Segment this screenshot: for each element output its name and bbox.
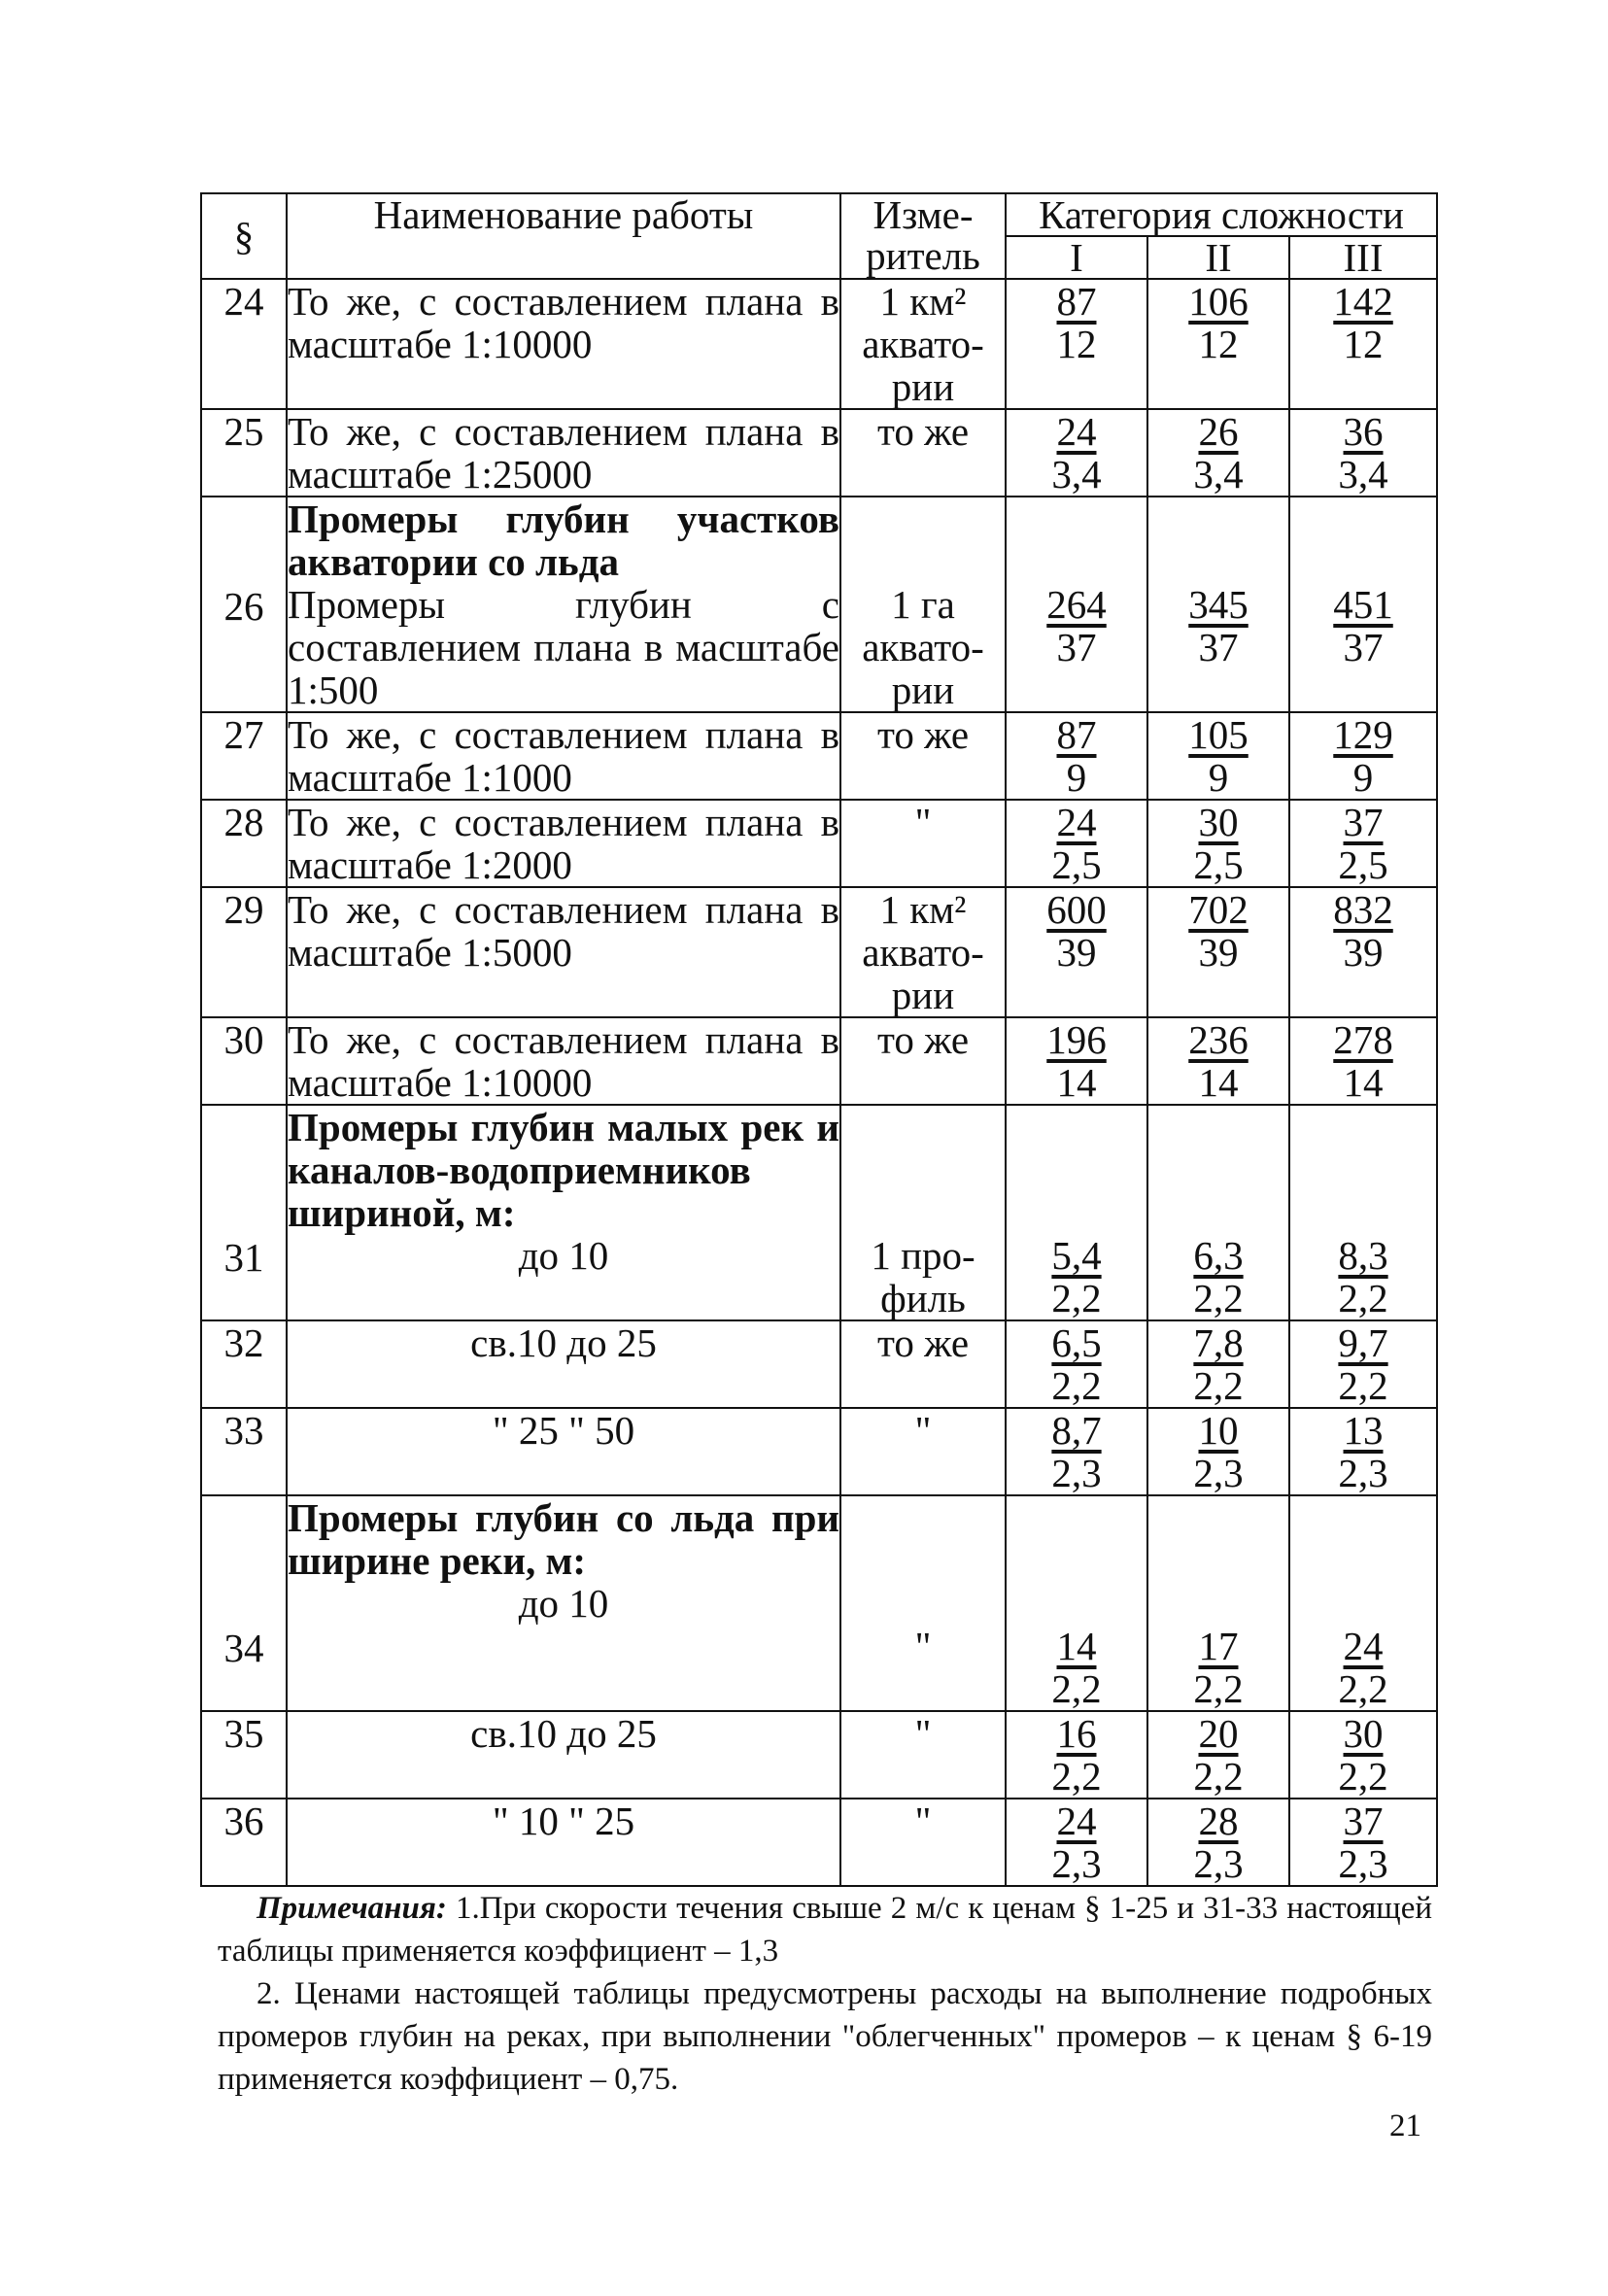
value-cell-cat-3 <box>1289 1711 1437 1799</box>
price-fraction <box>1338 1409 1387 1494</box>
unit-text: то же <box>876 1320 970 1365</box>
unit-cell <box>840 1799 1006 1886</box>
header-unit: Изме- ритель <box>840 193 1006 279</box>
price-numerator: 345 <box>1188 582 1249 627</box>
table-row <box>201 1105 1437 1320</box>
price-denominator: 2,5 <box>1051 842 1102 887</box>
table-header-row <box>201 193 1437 236</box>
unit-text: рии <box>891 973 955 1017</box>
price-fraction <box>1338 1799 1387 1885</box>
notes-label: Примечания: <box>257 1891 447 1926</box>
note-1 <box>218 1887 1432 1972</box>
work-name-text: То же, с составлением плана в масштабе 1:25000 <box>288 409 839 497</box>
table-row <box>201 279 1437 409</box>
row-number <box>201 1105 287 1320</box>
price-denominator: 12 <box>1056 322 1097 366</box>
table-row <box>201 800 1437 887</box>
work-name <box>287 409 840 497</box>
value-cell-cat-2 <box>1147 1408 1289 1495</box>
price-denominator: 14 <box>1056 1060 1097 1105</box>
value-cell-cat-3 <box>1289 800 1437 887</box>
unit-cell <box>840 497 1006 712</box>
price-numerator: 6,3 <box>1193 1233 1244 1278</box>
value-cell-cat-2 <box>1147 1799 1289 1886</box>
work-name <box>287 1320 840 1408</box>
price-denominator: 3,4 <box>1338 452 1388 497</box>
price-denominator: 9 <box>1352 755 1374 800</box>
price-fraction <box>1193 1234 1243 1319</box>
unit-cell <box>840 1711 1006 1799</box>
work-name <box>287 1105 840 1320</box>
price-fraction <box>1338 1321 1387 1407</box>
value-cell-cat-2 <box>1147 1320 1289 1408</box>
work-name-text: " 10 " 25 <box>492 1799 635 1843</box>
price-denominator: 2,2 <box>1193 1276 1244 1320</box>
header-category-2: II <box>1147 236 1289 279</box>
price-denominator: 2,2 <box>1338 1666 1388 1711</box>
price-fraction <box>1338 1234 1387 1319</box>
work-name-text: до 10 <box>518 1233 609 1278</box>
value-cell-cat-1 <box>1006 497 1147 712</box>
value-cell-cat-1 <box>1006 800 1147 887</box>
section-title: Промеры глубин малых рек и каналов-водоприемников шириной, м: <box>288 1105 839 1235</box>
row-number-text: 34 <box>223 1626 264 1670</box>
price-numerator: 37 <box>1343 800 1384 844</box>
value-cell-cat-2 <box>1147 1495 1289 1711</box>
value-cell-cat-2 <box>1147 1017 1289 1105</box>
price-numerator: 87 <box>1056 712 1097 757</box>
value-cell-cat-3 <box>1289 887 1437 1017</box>
note-1-text: 1.При скорости течения свыше 2 м/с к ценам § 1-25 и 31-33 настоящей таблицы применяется коэффициент – 1,3 <box>218 1891 1433 1969</box>
value-cell-cat-1 <box>1006 1799 1147 1886</box>
price-numerator: 451 <box>1333 582 1393 627</box>
unit-cell <box>840 1408 1006 1495</box>
value-cell-cat-2 <box>1147 497 1289 712</box>
unit-cell <box>840 1495 1006 1711</box>
unit-text: аквато- <box>862 930 984 975</box>
table-row <box>201 1711 1437 1799</box>
price-denominator: 2,2 <box>1338 1276 1388 1320</box>
table-row <box>201 712 1437 800</box>
unit-cell <box>840 279 1006 409</box>
row-number <box>201 1495 287 1711</box>
row-number-text: 24 <box>223 279 264 324</box>
price-numerator: 105 <box>1188 712 1249 757</box>
unit-cell <box>840 1017 1006 1105</box>
value-cell-cat-2 <box>1147 279 1289 409</box>
unit-text: филь <box>880 1276 966 1320</box>
price-denominator: 2,2 <box>1193 1363 1244 1408</box>
price-fraction <box>1333 583 1393 668</box>
price-denominator: 2,3 <box>1193 1841 1244 1886</box>
row-number-text: 33 <box>223 1408 264 1453</box>
price-denominator: 12 <box>1198 322 1239 366</box>
price-fraction <box>1051 801 1101 886</box>
work-name <box>287 1408 840 1495</box>
unit-cell <box>840 409 1006 497</box>
table-row <box>201 887 1437 1017</box>
price-fraction <box>1333 888 1393 974</box>
row-number-text: 28 <box>223 800 264 844</box>
header-category-3: III <box>1289 236 1437 279</box>
row-number <box>201 800 287 887</box>
price-numerator: 16 <box>1056 1711 1097 1756</box>
price-denominator: 2,2 <box>1193 1666 1244 1711</box>
price-fraction <box>1338 1625 1387 1710</box>
header-category: Категория сложности <box>1006 193 1437 236</box>
price-numerator: 5,4 <box>1051 1233 1102 1278</box>
row-number-text: 30 <box>223 1017 264 1062</box>
price-fraction <box>1188 280 1249 365</box>
value-cell-cat-3 <box>1289 1320 1437 1408</box>
price-table <box>200 192 1438 1887</box>
price-denominator: 2,2 <box>1338 1363 1388 1408</box>
price-fraction <box>1188 713 1249 799</box>
value-cell-cat-2 <box>1147 712 1289 800</box>
price-fraction <box>1338 1712 1387 1798</box>
row-number <box>201 1320 287 1408</box>
price-numerator: 13 <box>1343 1408 1384 1453</box>
price-fraction <box>1188 888 1249 974</box>
row-number <box>201 409 287 497</box>
price-denominator: 39 <box>1343 930 1384 975</box>
note-2 <box>218 1972 1432 2101</box>
price-fraction <box>1057 713 1097 799</box>
price-numerator: 24 <box>1056 800 1097 844</box>
value-cell-cat-1 <box>1006 1105 1147 1320</box>
price-denominator: 2,3 <box>1338 1841 1388 1886</box>
price-fraction <box>1051 1234 1101 1319</box>
price-denominator: 2,2 <box>1193 1754 1244 1799</box>
price-denominator: 2,5 <box>1338 842 1388 887</box>
price-fraction <box>1051 1321 1101 1407</box>
value-cell-cat-1 <box>1006 1320 1147 1408</box>
work-name <box>287 1799 840 1886</box>
price-fraction <box>1193 410 1243 496</box>
work-name-text: То же, с составлением плана в масштабе 1:5000 <box>288 887 839 975</box>
row-number <box>201 497 287 712</box>
price-numerator: 30 <box>1343 1711 1384 1756</box>
price-fraction <box>1193 801 1243 886</box>
price-denominator: 37 <box>1198 625 1239 669</box>
unit-text: 1 км² <box>879 279 967 324</box>
header-work-name: Наименование работы <box>287 193 840 279</box>
unit-cell <box>840 1105 1006 1320</box>
price-numerator: 28 <box>1198 1799 1239 1843</box>
price-denominator: 37 <box>1343 625 1384 669</box>
price-numerator: 14 <box>1056 1624 1097 1668</box>
work-name-text: То же, с составлением плана в масштабе 1:10000 <box>288 1017 839 1105</box>
unit-text: " <box>914 1624 932 1668</box>
work-name-text: То же, с составлением плана в масштабе 1:2000 <box>288 800 839 887</box>
work-name <box>287 712 840 800</box>
price-fraction <box>1333 713 1393 799</box>
unit-text: то же <box>876 409 970 454</box>
table-row <box>201 1017 1437 1105</box>
row-number <box>201 1799 287 1886</box>
value-cell-cat-2 <box>1147 409 1289 497</box>
price-numerator: 129 <box>1333 712 1393 757</box>
price-fraction <box>1188 1018 1249 1104</box>
price-denominator: 3,4 <box>1051 452 1102 497</box>
work-name-text: св.10 до 25 <box>470 1711 657 1756</box>
unit-text: " <box>914 1408 932 1453</box>
row-number-text: 29 <box>223 887 264 932</box>
work-name <box>287 497 840 712</box>
price-denominator: 2,3 <box>1051 1841 1102 1886</box>
price-numerator: 8,3 <box>1338 1233 1388 1278</box>
price-denominator: 9 <box>1066 755 1087 800</box>
price-numerator: 196 <box>1046 1017 1107 1062</box>
work-name-text: То же, с составлением плана в масштабе 1:10000 <box>288 279 839 366</box>
price-fraction <box>1193 1409 1243 1494</box>
price-denominator: 9 <box>1208 755 1229 800</box>
value-cell-cat-3 <box>1289 1495 1437 1711</box>
price-numerator: 10 <box>1198 1408 1239 1453</box>
value-cell-cat-1 <box>1006 1408 1147 1495</box>
price-numerator: 142 <box>1333 279 1393 324</box>
table-row <box>201 1495 1437 1711</box>
unit-text: 1 км² <box>879 887 967 932</box>
value-cell-cat-2 <box>1147 887 1289 1017</box>
price-numerator: 600 <box>1046 887 1107 932</box>
price-numerator: 106 <box>1188 279 1249 324</box>
price-denominator: 37 <box>1056 625 1097 669</box>
value-cell-cat-1 <box>1006 1017 1147 1105</box>
row-number <box>201 1711 287 1799</box>
work-name <box>287 800 840 887</box>
price-denominator: 2,2 <box>1051 1754 1102 1799</box>
value-cell-cat-1 <box>1006 1711 1147 1799</box>
price-numerator: 30 <box>1198 800 1239 844</box>
price-denominator: 2,2 <box>1051 1666 1102 1711</box>
unit-cell <box>840 887 1006 1017</box>
price-fraction <box>1046 1018 1107 1104</box>
price-denominator: 39 <box>1056 930 1097 975</box>
price-denominator: 12 <box>1343 322 1384 366</box>
price-numerator: 36 <box>1343 409 1384 454</box>
price-fraction <box>1188 583 1249 668</box>
price-numerator: 87 <box>1056 279 1097 324</box>
price-fraction <box>1193 1625 1243 1710</box>
value-cell-cat-1 <box>1006 409 1147 497</box>
row-number-text: 27 <box>223 712 264 757</box>
unit-text: рии <box>891 668 955 712</box>
section-title: Промеры глубин участков акватории со льда <box>288 497 839 584</box>
section-title: Промеры глубин со льда при ширине реки, м: <box>288 1495 839 1583</box>
price-denominator: 3,4 <box>1193 452 1244 497</box>
price-numerator: 24 <box>1056 1799 1097 1843</box>
row-number-text: 25 <box>223 409 264 454</box>
header-category-1: I <box>1006 236 1147 279</box>
value-cell-cat-2 <box>1147 1105 1289 1320</box>
unit-text: то же <box>876 712 970 757</box>
value-cell-cat-2 <box>1147 1711 1289 1799</box>
unit-cell <box>840 1320 1006 1408</box>
table-row <box>201 409 1437 497</box>
price-denominator: 2,2 <box>1051 1276 1102 1320</box>
row-number <box>201 887 287 1017</box>
price-fraction <box>1051 1409 1101 1494</box>
work-name-text: Промеры глубин с составлением плана в масштабе 1:500 <box>288 582 839 712</box>
price-numerator: 26 <box>1198 409 1239 454</box>
value-cell-cat-3 <box>1289 712 1437 800</box>
price-numerator: 24 <box>1056 409 1097 454</box>
value-cell-cat-3 <box>1289 1408 1437 1495</box>
unit-text: " <box>914 1711 932 1756</box>
price-numerator: 17 <box>1198 1624 1239 1668</box>
work-name <box>287 1711 840 1799</box>
price-numerator: 9,7 <box>1338 1320 1388 1365</box>
price-numerator: 7,8 <box>1193 1320 1244 1365</box>
price-numerator: 236 <box>1188 1017 1249 1062</box>
price-fraction <box>1338 801 1387 886</box>
unit-text: аквато- <box>862 625 984 669</box>
price-numerator: 264 <box>1046 582 1107 627</box>
price-numerator: 8,7 <box>1051 1408 1102 1453</box>
unit-cell <box>840 712 1006 800</box>
work-name-text: " 25 " 50 <box>492 1408 635 1453</box>
price-fraction <box>1333 280 1393 365</box>
unit-text: 1 га <box>891 582 955 627</box>
header-section-symbol: § <box>201 193 287 279</box>
price-numerator: 832 <box>1333 887 1393 932</box>
price-denominator: 2,3 <box>1338 1451 1388 1495</box>
work-name <box>287 887 840 1017</box>
price-denominator: 14 <box>1198 1060 1239 1105</box>
price-fraction <box>1338 410 1387 496</box>
price-fraction <box>1046 583 1107 668</box>
value-cell-cat-1 <box>1006 279 1147 409</box>
work-name <box>287 1495 840 1711</box>
price-denominator: 2,2 <box>1051 1363 1102 1408</box>
row-number <box>201 1408 287 1495</box>
value-cell-cat-2 <box>1147 800 1289 887</box>
value-cell-cat-1 <box>1006 887 1147 1017</box>
notes-block <box>218 1887 1432 2101</box>
row-number-text: 26 <box>223 584 264 629</box>
unit-text: 1 про- <box>871 1233 975 1278</box>
value-cell-cat-3 <box>1289 1105 1437 1320</box>
value-cell-cat-3 <box>1289 497 1437 712</box>
value-cell-cat-3 <box>1289 1799 1437 1886</box>
price-denominator: 39 <box>1198 930 1239 975</box>
unit-text: рии <box>891 364 955 409</box>
row-number <box>201 712 287 800</box>
price-fraction <box>1051 1799 1101 1885</box>
price-fraction <box>1333 1018 1393 1104</box>
note-2-text: 2. Ценами настоящей таблицы предусмотрены расходы на выполнение подробных промеров глубин на реках, при выполнении "облегченных" промеров – к ценам § 6-19 применяется коэффициент – 0,75. <box>218 1976 1432 2097</box>
table-row <box>201 497 1437 712</box>
value-cell-cat-1 <box>1006 1495 1147 1711</box>
value-cell-cat-3 <box>1289 279 1437 409</box>
price-denominator: 2,2 <box>1338 1754 1388 1799</box>
row-number <box>201 1017 287 1105</box>
work-name-text: до 10 <box>518 1581 609 1626</box>
price-numerator: 20 <box>1198 1711 1239 1756</box>
price-fraction <box>1193 1321 1243 1407</box>
price-fraction <box>1051 1712 1101 1798</box>
price-fraction <box>1046 888 1107 974</box>
price-numerator: 6,5 <box>1051 1320 1102 1365</box>
work-name-text: То же, с составлением плана в масштабе 1:1000 <box>288 712 839 800</box>
value-cell-cat-3 <box>1289 409 1437 497</box>
work-name-text: св.10 до 25 <box>470 1320 657 1365</box>
row-number <box>201 279 287 409</box>
unit-text: аквато- <box>862 322 984 366</box>
price-fraction <box>1057 280 1097 365</box>
price-denominator: 2,3 <box>1193 1451 1244 1495</box>
unit-cell <box>840 800 1006 887</box>
page-number: 21 <box>1389 2108 1421 2143</box>
price-fraction <box>1193 1799 1243 1885</box>
price-fraction <box>1193 1712 1243 1798</box>
row-number-text: 35 <box>223 1711 264 1756</box>
price-numerator: 24 <box>1343 1624 1384 1668</box>
price-denominator: 14 <box>1343 1060 1384 1105</box>
value-cell-cat-3 <box>1289 1017 1437 1105</box>
price-fraction <box>1051 410 1101 496</box>
table-row <box>201 1799 1437 1886</box>
unit-text: то же <box>876 1017 970 1062</box>
price-numerator: 702 <box>1188 887 1249 932</box>
unit-text: " <box>914 800 932 844</box>
row-number-text: 36 <box>223 1799 264 1843</box>
price-numerator: 278 <box>1333 1017 1393 1062</box>
table-row <box>201 1320 1437 1408</box>
table-body <box>201 279 1437 1886</box>
price-fraction <box>1051 1625 1101 1710</box>
price-denominator: 2,3 <box>1051 1451 1102 1495</box>
work-name <box>287 279 840 409</box>
price-denominator: 2,5 <box>1193 842 1244 887</box>
price-numerator: 37 <box>1343 1799 1384 1843</box>
value-cell-cat-1 <box>1006 712 1147 800</box>
table-row <box>201 1408 1437 1495</box>
work-name <box>287 1017 840 1105</box>
row-number-text: 32 <box>223 1320 264 1365</box>
unit-text: " <box>914 1799 932 1843</box>
row-number-text: 31 <box>223 1235 264 1280</box>
